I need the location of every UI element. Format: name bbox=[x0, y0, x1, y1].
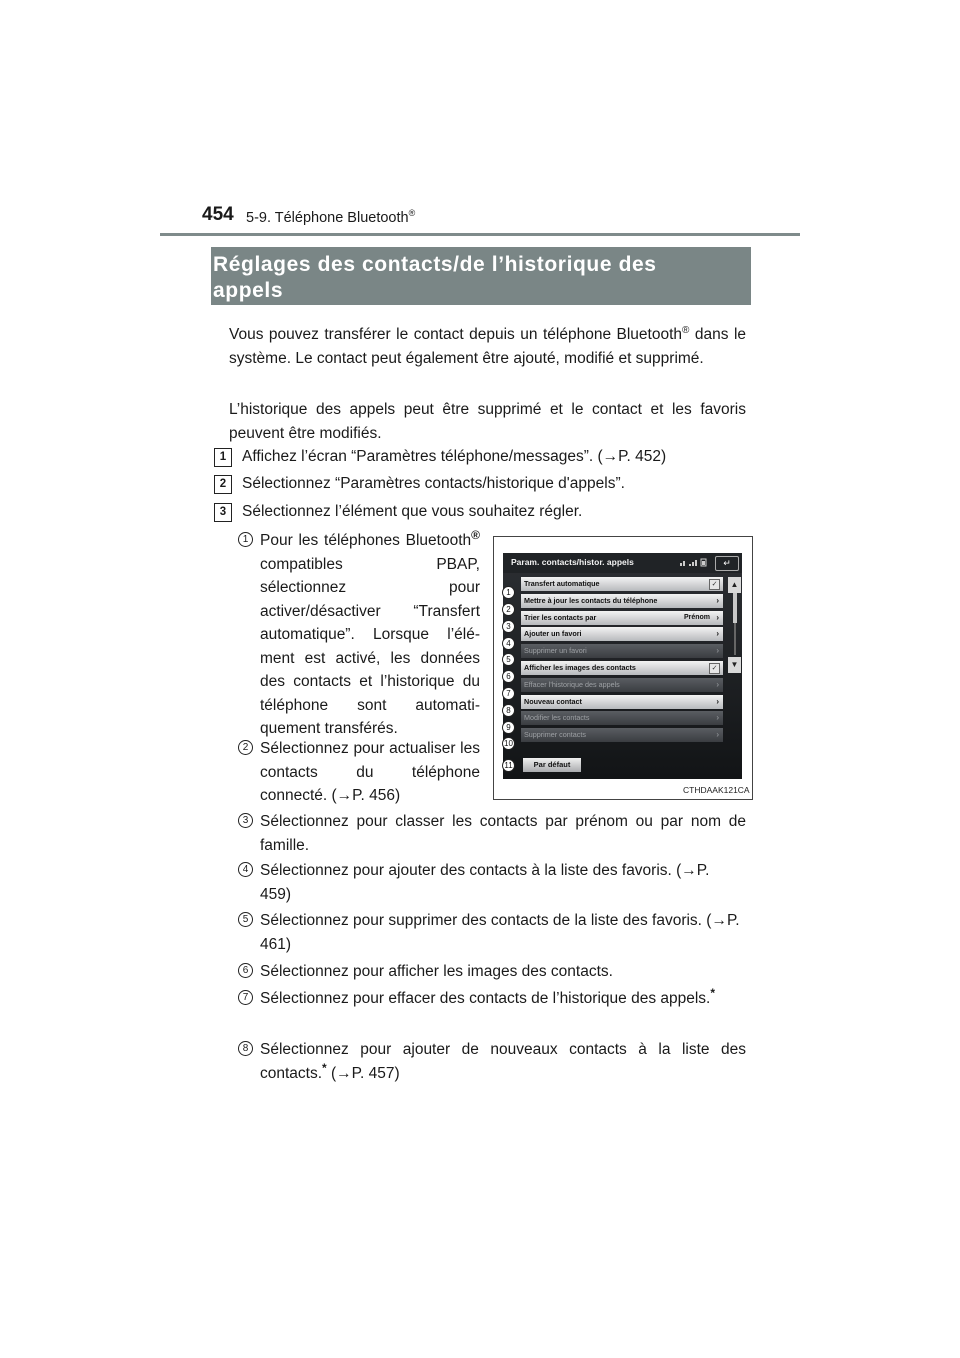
settings-row[interactable] bbox=[521, 728, 723, 742]
settings-row-label: Supprimer contacts bbox=[524, 730, 586, 740]
item-number: 6 bbox=[238, 963, 253, 978]
item-number: 8 bbox=[238, 1041, 253, 1056]
screen-title: Param. contacts/histor. appels bbox=[511, 557, 634, 567]
default-button[interactable]: Par défaut bbox=[523, 758, 581, 772]
callout-number: 9 bbox=[502, 721, 515, 734]
step-text: Sélectionnez l’élément que vous souhaitez régler. bbox=[242, 503, 583, 520]
item-number: 2 bbox=[238, 740, 253, 755]
checkbox-icon: ✓ bbox=[709, 663, 720, 674]
status-icons bbox=[679, 558, 709, 567]
item-text: Sélectionnez pour classer les contacts par prénom ou par nom de famille. bbox=[260, 813, 746, 854]
back-button[interactable]: ↵ bbox=[715, 556, 739, 571]
intro-paragraph-1: Vous pouvez transférer le contact depuis un téléphone Bluetooth® dans le système. Le contact peut également être ajouté, modifié et supprimé. bbox=[229, 324, 747, 367]
chevron-right-icon: › bbox=[716, 646, 719, 656]
intro-paragraph-2: L’historique des appels peut être supprimé et le contact et les favoris peuvent être modifiés. bbox=[229, 401, 746, 442]
step-number: 2 bbox=[214, 475, 232, 494]
scroll-up-button[interactable]: ▲ bbox=[728, 577, 741, 593]
settings-row-label: Modifier les contacts bbox=[524, 713, 590, 723]
settings-row-label: Trier les contacts par bbox=[524, 612, 597, 622]
item-text: Sélectionnez pour supprimer des contacts de la liste des favoris. (→P. 461) bbox=[260, 912, 740, 953]
section-title: Réglages des contacts/de l’historique des appels bbox=[211, 247, 751, 305]
screenshot-figure bbox=[493, 536, 753, 800]
chevron-right-icon: › bbox=[716, 612, 719, 622]
callout-number: 6 bbox=[502, 670, 515, 683]
item-text: Pour les téléphones Bluetooth® compatibles PBAP, sélectionnez pour activer/désactiver “Transfert automatique”. Lorsque l’élé-ment est activé, les données des contacts et l’historique du téléphone sont automati-quement transférés. bbox=[260, 527, 480, 737]
step-number: 1 bbox=[214, 448, 232, 467]
settings-row[interactable] bbox=[521, 611, 723, 625]
chevron-right-icon: › bbox=[716, 679, 719, 689]
item-text: Sélectionnez pour effacer des contacts de l’historique des appels.* bbox=[260, 985, 716, 1007]
chevron-right-icon: › bbox=[716, 713, 719, 723]
settings-row[interactable] bbox=[521, 711, 723, 725]
checkbox-icon: ✓ bbox=[709, 579, 720, 590]
item-number: 1 bbox=[238, 532, 253, 547]
step-number: 3 bbox=[214, 503, 232, 522]
screen-header bbox=[503, 553, 742, 573]
callout-number: 2 bbox=[502, 603, 515, 616]
step-text: Sélectionnez “Paramètres contacts/historique d'appels”. bbox=[242, 475, 625, 492]
callout-number: 10 bbox=[502, 737, 515, 750]
callout-number: 3 bbox=[502, 620, 515, 633]
settings-row-label: Transfert automatique bbox=[524, 579, 600, 588]
callout-number: 7 bbox=[502, 687, 515, 700]
scroll-down-button[interactable]: ▼ bbox=[728, 657, 741, 673]
item-text: Sélectionnez pour actualiser les contacts du téléphone connecté. (→P. 456) bbox=[260, 740, 480, 804]
chevron-right-icon: › bbox=[716, 696, 719, 706]
callout-number: 8 bbox=[502, 704, 515, 717]
settings-row[interactable] bbox=[521, 678, 723, 692]
settings-row[interactable] bbox=[521, 627, 723, 641]
settings-row-label: Supprimer un favori bbox=[524, 646, 587, 656]
figure-code: CTHDAAK121CA bbox=[683, 785, 750, 795]
item-text: Sélectionnez pour ajouter des contacts à la liste des favoris. (→P. 459) bbox=[260, 862, 710, 903]
callout-number: 1 bbox=[502, 586, 515, 599]
settings-row[interactable] bbox=[521, 594, 723, 608]
running-head: 5-9. Téléphone Bluetooth® bbox=[246, 208, 416, 226]
page-number: 454 bbox=[202, 204, 234, 225]
callout-number: 11 bbox=[502, 759, 515, 772]
settings-row[interactable] bbox=[521, 644, 723, 658]
settings-row[interactable] bbox=[521, 577, 723, 591]
callout-number: 5 bbox=[502, 653, 515, 666]
chevron-right-icon: › bbox=[716, 595, 719, 605]
chevron-right-icon: › bbox=[716, 730, 719, 740]
item-number: 7 bbox=[238, 990, 253, 1005]
settings-row-label: Afficher les images des contacts bbox=[524, 663, 636, 672]
settings-row-label: Effacer l’historique des appels bbox=[524, 679, 620, 689]
item-number: 5 bbox=[238, 912, 253, 927]
item-text: Sélectionnez pour ajouter de nouveaux contacts à la liste des contacts.* (→P. 457) bbox=[260, 1041, 746, 1082]
step-text: Affichez l’écran “Paramètres téléphone/messages”. (→P. 452) bbox=[242, 448, 667, 465]
item-text: Sélectionnez pour afficher les images des contacts. bbox=[260, 963, 613, 980]
chevron-right-icon: › bbox=[716, 629, 719, 639]
item-number: 3 bbox=[238, 813, 253, 828]
settings-row-value: Prénom bbox=[683, 613, 710, 621]
scrollbar-thumb[interactable] bbox=[733, 593, 737, 623]
header-rule bbox=[160, 233, 800, 236]
settings-row-label: Nouveau contact bbox=[524, 696, 582, 706]
screen bbox=[503, 553, 742, 779]
item-number: 4 bbox=[238, 862, 253, 877]
settings-row-label: Ajouter un favori bbox=[524, 629, 582, 639]
settings-row[interactable] bbox=[521, 661, 723, 675]
settings-row-label: Mettre à jour les contacts du téléphone bbox=[524, 595, 658, 605]
settings-row[interactable] bbox=[521, 695, 723, 709]
callout-number: 4 bbox=[502, 637, 515, 650]
